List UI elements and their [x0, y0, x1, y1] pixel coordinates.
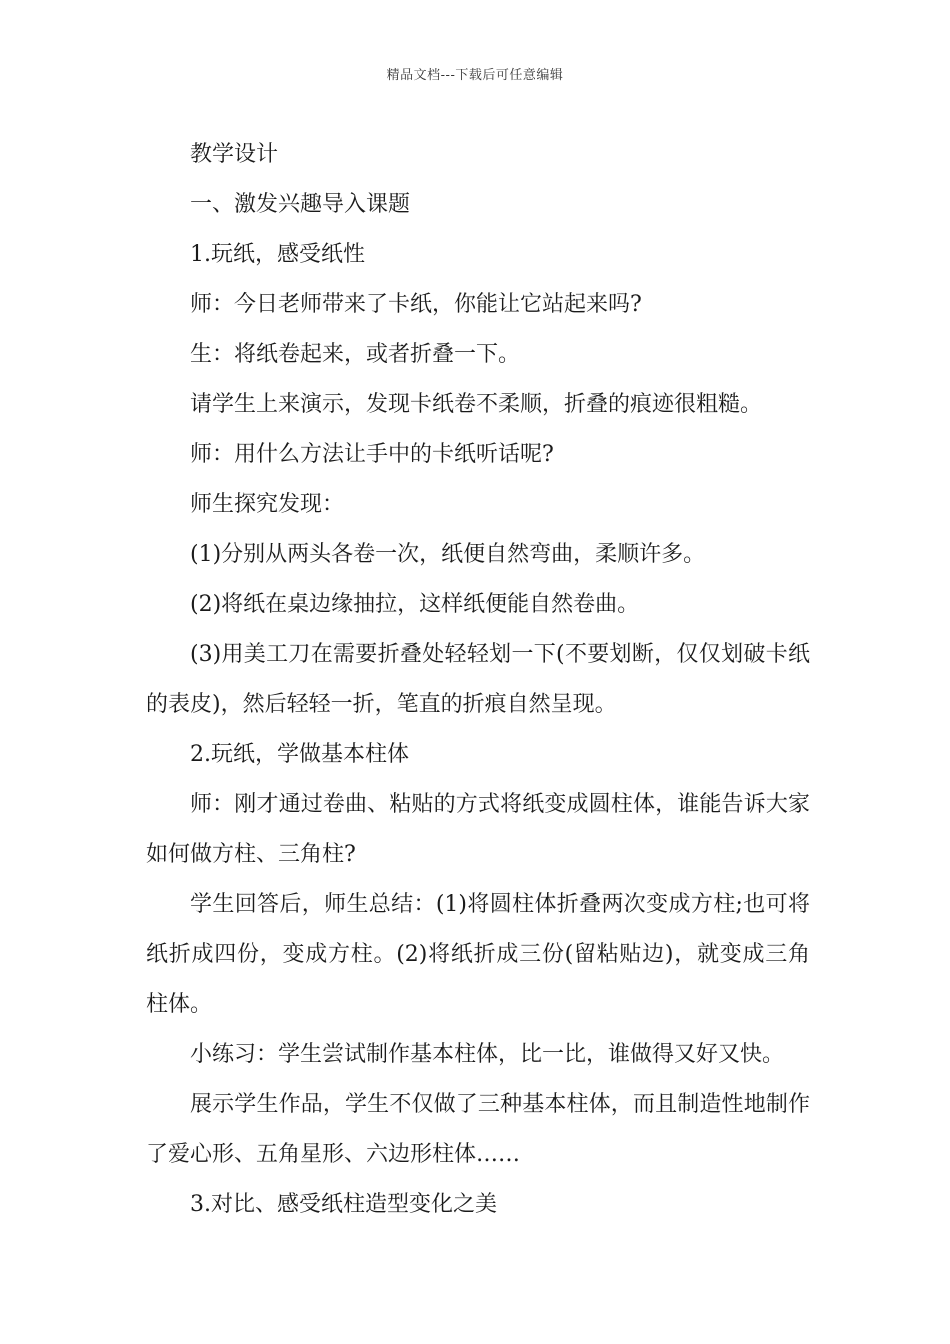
list-item: (2)将纸在桌边缘抽拉，这样纸便能自然卷曲。 — [190, 592, 640, 617]
paragraph: 请学生上来演示，发现卡纸卷不柔顺，折叠的痕迹很粗糙。 — [190, 392, 763, 417]
paragraph: 生：将纸卷起来，或者折叠一下。 — [190, 342, 521, 367]
document-body — [146, 130, 810, 1230]
list-item: (1)分别从两头各卷一次，纸便自然弯曲，柔顺许多。 — [190, 542, 706, 567]
paragraph: 师生探究发现： — [190, 492, 345, 517]
paragraph: 师：今日老师带来了卡纸，你能让它站起来吗? — [190, 292, 642, 317]
paragraph: 学生回答后，师生总结：(1)将圆柱体折叠两次变成方柱;也可将纸折成四份，变成方柱。(2)将纸折成三份(留粘贴边)，就变成三角柱体。 — [146, 892, 810, 1017]
section-heading: 一、激发兴趣导入课题 — [190, 192, 411, 217]
paragraph: 师：用什么方法让手中的卡纸听话呢? — [190, 442, 554, 467]
document-title: 教学设计 — [190, 142, 279, 167]
subsection-heading: 3.对比、感受纸柱造型变化之美 — [190, 1192, 497, 1217]
paragraph: 小练习：学生尝试制作基本柱体，比一比，谁做得又好又快。 — [190, 1042, 785, 1067]
subsection-heading: 2.玩纸，学做基本柱体 — [190, 742, 409, 767]
subsection-heading: 1.玩纸，感受纸性 — [190, 242, 365, 267]
page-header: 精品文档---下载后可任意编辑 — [386, 68, 564, 83]
paragraph: 师：刚才通过卷曲、粘贴的方式将纸变成圆柱体，谁能告诉大家如何做方柱、三角柱? — [146, 792, 810, 867]
list-item: (3)用美工刀在需要折叠处轻轻划一下(不要划断，仅仅划破卡纸的表皮)，然后轻轻一折，笔直的折痕自然呈现。 — [146, 642, 810, 717]
paragraph: 展示学生作品，学生不仅做了三种基本柱体，而且制造性地制作了爱心形、五角星形、六边形柱体…… — [146, 1092, 810, 1167]
